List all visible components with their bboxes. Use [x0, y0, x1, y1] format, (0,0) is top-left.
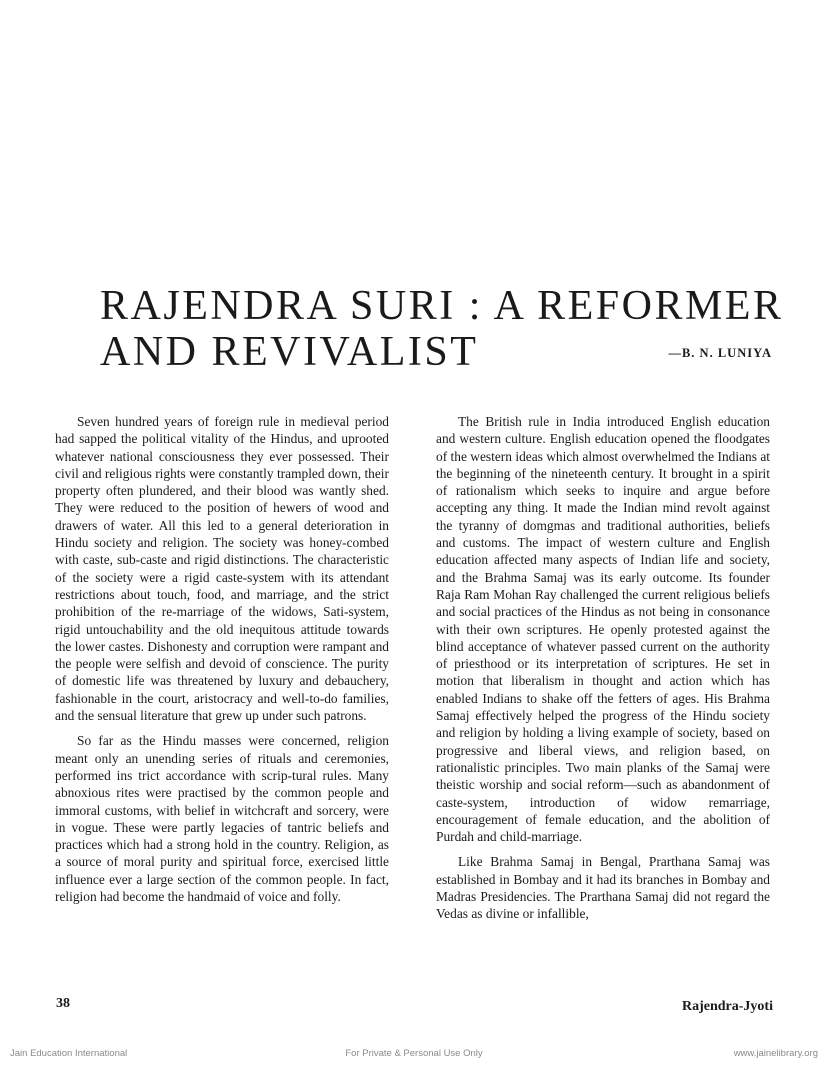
journal-name: Rajendra-Jyoti: [682, 999, 773, 1014]
left-column: [55, 413, 389, 913]
footer-website-link[interactable]: www.jainelibrary.org: [733, 1048, 818, 1059]
page-number: 38: [56, 996, 70, 1011]
footer-publisher: Jain Education International: [10, 1048, 128, 1059]
article-title: [100, 283, 784, 375]
paragraph: Seven hundred years of foreign rule in medieval period had sapped the political vitality of the Hindus, and uprooted whatever national consciousness they ever possessed. Their civil and religious rights were constantly trampled down, their property often plundered, and their blood was wantly shed. They were reduced to the position of hewers of wood and drawers of water. All this led to a general deterioration in Hindu society and religion. The society was honey-combed with caste, sub-caste and rigid distinctions. The characteristic of the society were a rigid caste-system with its attendant restrictions about touch, food, and marriage, and the strict prohibition of the re-marriage of the widows, Sati-system, rigid untouchability and the old inequitous attitude towards the lower castes. Dishonesty and corruption were rampant and the people were selfish and devoid of conscience. The purity of domestic life was threatened by luxury and debauchery, fashionable in the court, aristocracy and well-to-do families, and the sensual literature that grew up under such patrons.: [55, 414, 389, 724]
right-column: [436, 413, 770, 931]
title-line-1: RAJENDRA SURI : A REFORMER: [100, 283, 784, 329]
paragraph: The British rule in India introduced English education and western culture. English education opened the floodgates of the western ideas which almost overwhelmed the Indians at the beginning of the nineteenth century. It brought in a spirit of rationalism which seeks to inquire and argue before accepting any thing. It made the Indian mind revolt against the tyranny of domgmas and traditional authorities, beliefs and customs. The impact of western culture and English education affected many aspects of Indian life and society, and the Brahma Samaj was its early outcome. Its founder Raja Ram Mohan Ray challenged the current religious beliefs and social practices of the Hindus as not being in consonance with their own scriptures. He openly protested against the blind acceptance of whatever passed current on the authority of priesthood or its interpretation of scriptures. He set in motion that liberalism in thought and action which has enabled Indians to shake off the fetters of ages. His Brahma Samaj effectively helped the progress of the Hindu society and religion by holding a living example of society, based on progressive and liberal views, and religion based, on rationalistic principles. Two main planks of the Samaj were theistic worship and social reform—such as abandonment of caste-system, introduction of widow remarriage, encouragement of female education, and the abolition of Purdah and child-marriage.: [436, 414, 770, 845]
paragraph: So far as the Hindu masses were concerned, religion meant only an unending series of rituals and ceremonies, performed ins trict accordance with scrip-tural rules. Many abnoxious rites were practised by the common people and immoral customs, with belief in witchcraft and sorcery, were in vogue. These were partly legacies of tantric beliefs and practices which had a strong hold in the country. Religion, as a source of moral purity and spiritual force, exercised little influence ever a large section of the common people. In fact, religion had become the handmaid of voice and folly.: [55, 733, 389, 905]
footer-usage-note: For Private & Personal Use Only: [345, 1048, 483, 1059]
paragraph: Like Brahma Samaj in Bengal, Prarthana Samaj was established in Bombay and it had its branches in Bombay and Madras Presidencies. The Prarthana Samaj did not regard the Vedas as divine or infallible,: [436, 854, 770, 922]
title-line-2: AND REVIVALIST: [100, 329, 479, 375]
author-byline: —B. N. LUNIYA: [668, 346, 772, 360]
watermark-footer: [0, 1048, 828, 1062]
